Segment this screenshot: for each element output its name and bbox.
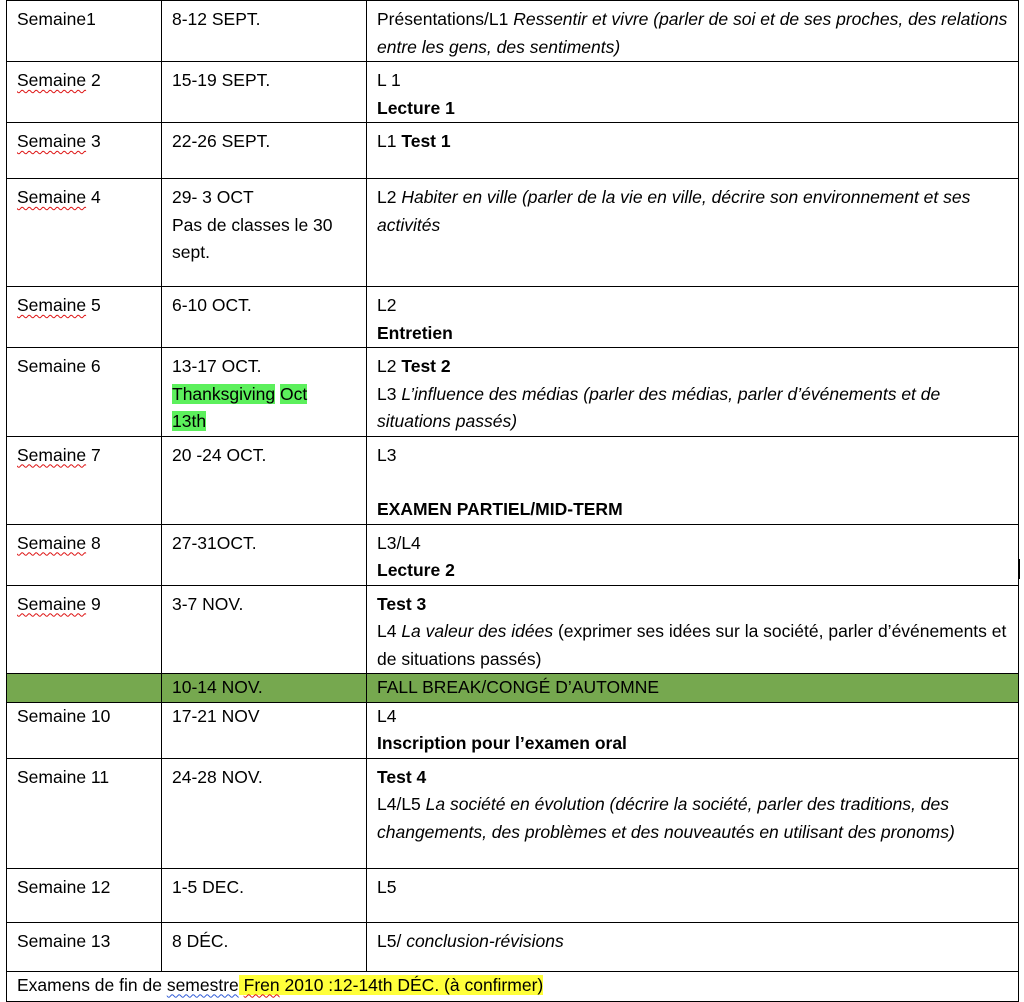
dates-cell: 6-10 OCT. bbox=[162, 287, 367, 348]
exam-footer-cell: Examens de fin de semestre Fren 2010 :12-14th DÉC. (à confirmer) bbox=[7, 971, 1019, 1001]
text-cursor bbox=[1019, 559, 1020, 579]
dates-cell: 1-5 DEC. bbox=[162, 868, 367, 922]
dates-cell: 13-17 OCT. Thanksgiving Oct 13th bbox=[162, 348, 367, 437]
table-row bbox=[7, 868, 1019, 922]
dates-cell: 10-14 NOV. bbox=[162, 674, 367, 703]
content-cell: L2 Habiter en ville (parler de la vie en ville, décrire son environnement et ses activités bbox=[367, 179, 1019, 287]
dates-cell: 20 -24 OCT. bbox=[162, 436, 367, 524]
schedule-table bbox=[6, 0, 1019, 1002]
week-cell: Semaine 11 bbox=[7, 758, 162, 868]
content-cell: L5/ conclusion-révisions bbox=[367, 922, 1019, 971]
week-cell: Semaine 7 bbox=[7, 436, 162, 524]
table-row bbox=[7, 62, 1019, 123]
week-cell: Semaine 4 bbox=[7, 179, 162, 287]
week-cell: Semaine 8 bbox=[7, 524, 162, 585]
dates-cell: 24-28 NOV. bbox=[162, 758, 367, 868]
week-cell: Semaine 12 bbox=[7, 868, 162, 922]
content-cell: L5 bbox=[367, 868, 1019, 922]
dates-cell: 8-12 SEPT. bbox=[162, 1, 367, 62]
content-cell: Test 3 L4 La valeur des idées (exprimer ses idées sur la société, parler d’événements et de situations passés) bbox=[367, 585, 1019, 674]
table-row bbox=[7, 524, 1019, 585]
table-row bbox=[7, 287, 1019, 348]
content-cell: FALL BREAK/CONGÉ D’AUTOMNE bbox=[367, 674, 1019, 703]
table-row bbox=[7, 702, 1019, 758]
content-cell: L2 Entretien bbox=[367, 287, 1019, 348]
week-cell bbox=[7, 674, 162, 703]
content-cell: L 1 Lecture 1 bbox=[367, 62, 1019, 123]
dates-cell: 17-21 NOV bbox=[162, 702, 367, 758]
table-row bbox=[7, 348, 1019, 437]
table-row bbox=[7, 1, 1019, 62]
table-row bbox=[7, 179, 1019, 287]
table-row bbox=[7, 436, 1019, 524]
week-cell: Semaine 13 bbox=[7, 922, 162, 971]
exam-date-highlight: Fren 2010 :12-14th DÉC. (à confirmer) bbox=[239, 975, 543, 995]
dates-cell: 29- 3 OCT Pas de classes le 30 sept. bbox=[162, 179, 367, 287]
dates-cell: 3-7 NOV. bbox=[162, 585, 367, 674]
dates-cell: 22-26 SEPT. bbox=[162, 123, 367, 179]
week-cell: Semaine 9 bbox=[7, 585, 162, 674]
week-cell: Semaine1 bbox=[7, 1, 162, 62]
content-cell: Test 4 L4/L5 La société en évolution (décrire la société, parler des traditions, des changements, des problèmes et des nouveautés en utilisant des pronoms) bbox=[367, 758, 1019, 868]
thanksgiving-highlight: Thanksgiving bbox=[172, 383, 276, 404]
dates-cell: 8 DÉC. bbox=[162, 922, 367, 971]
dates-cell: 15-19 SEPT. bbox=[162, 62, 367, 123]
content-cell: L4 Inscription pour l’examen oral bbox=[367, 702, 1019, 758]
table-row bbox=[7, 123, 1019, 179]
week-cell: Semaine 5 bbox=[7, 287, 162, 348]
thanksgiving-highlight: 13th bbox=[172, 411, 207, 431]
week-cell: Semaine 10 bbox=[7, 702, 162, 758]
week-cell: Semaine 6 bbox=[7, 348, 162, 437]
table-row bbox=[7, 758, 1019, 868]
week-cell: Semaine 2 bbox=[7, 62, 162, 123]
table-row bbox=[7, 585, 1019, 674]
exam-footer-row bbox=[7, 971, 1019, 1001]
table-row bbox=[7, 922, 1019, 971]
dates-cell: 27-31OCT. bbox=[162, 524, 367, 585]
week-cell: Semaine 3 bbox=[7, 123, 162, 179]
thanksgiving-highlight: Oct bbox=[280, 383, 308, 404]
content-cell: Présentations/L1 Ressentir et vivre (parler de soi et de ses proches, des relations entre les gens, des sentiments) bbox=[367, 1, 1019, 62]
content-cell: L3/L4 Lecture 2 bbox=[367, 524, 1019, 585]
content-cell: L1 Test 1 bbox=[367, 123, 1019, 179]
content-cell: L3 EXAMEN PARTIEL/MID-TERM bbox=[367, 436, 1019, 524]
fall-break-row bbox=[7, 674, 1019, 703]
content-cell: L2 Test 2 L3 L’influence des médias (parler des médias, parler d’événements et de situations passés) bbox=[367, 348, 1019, 437]
